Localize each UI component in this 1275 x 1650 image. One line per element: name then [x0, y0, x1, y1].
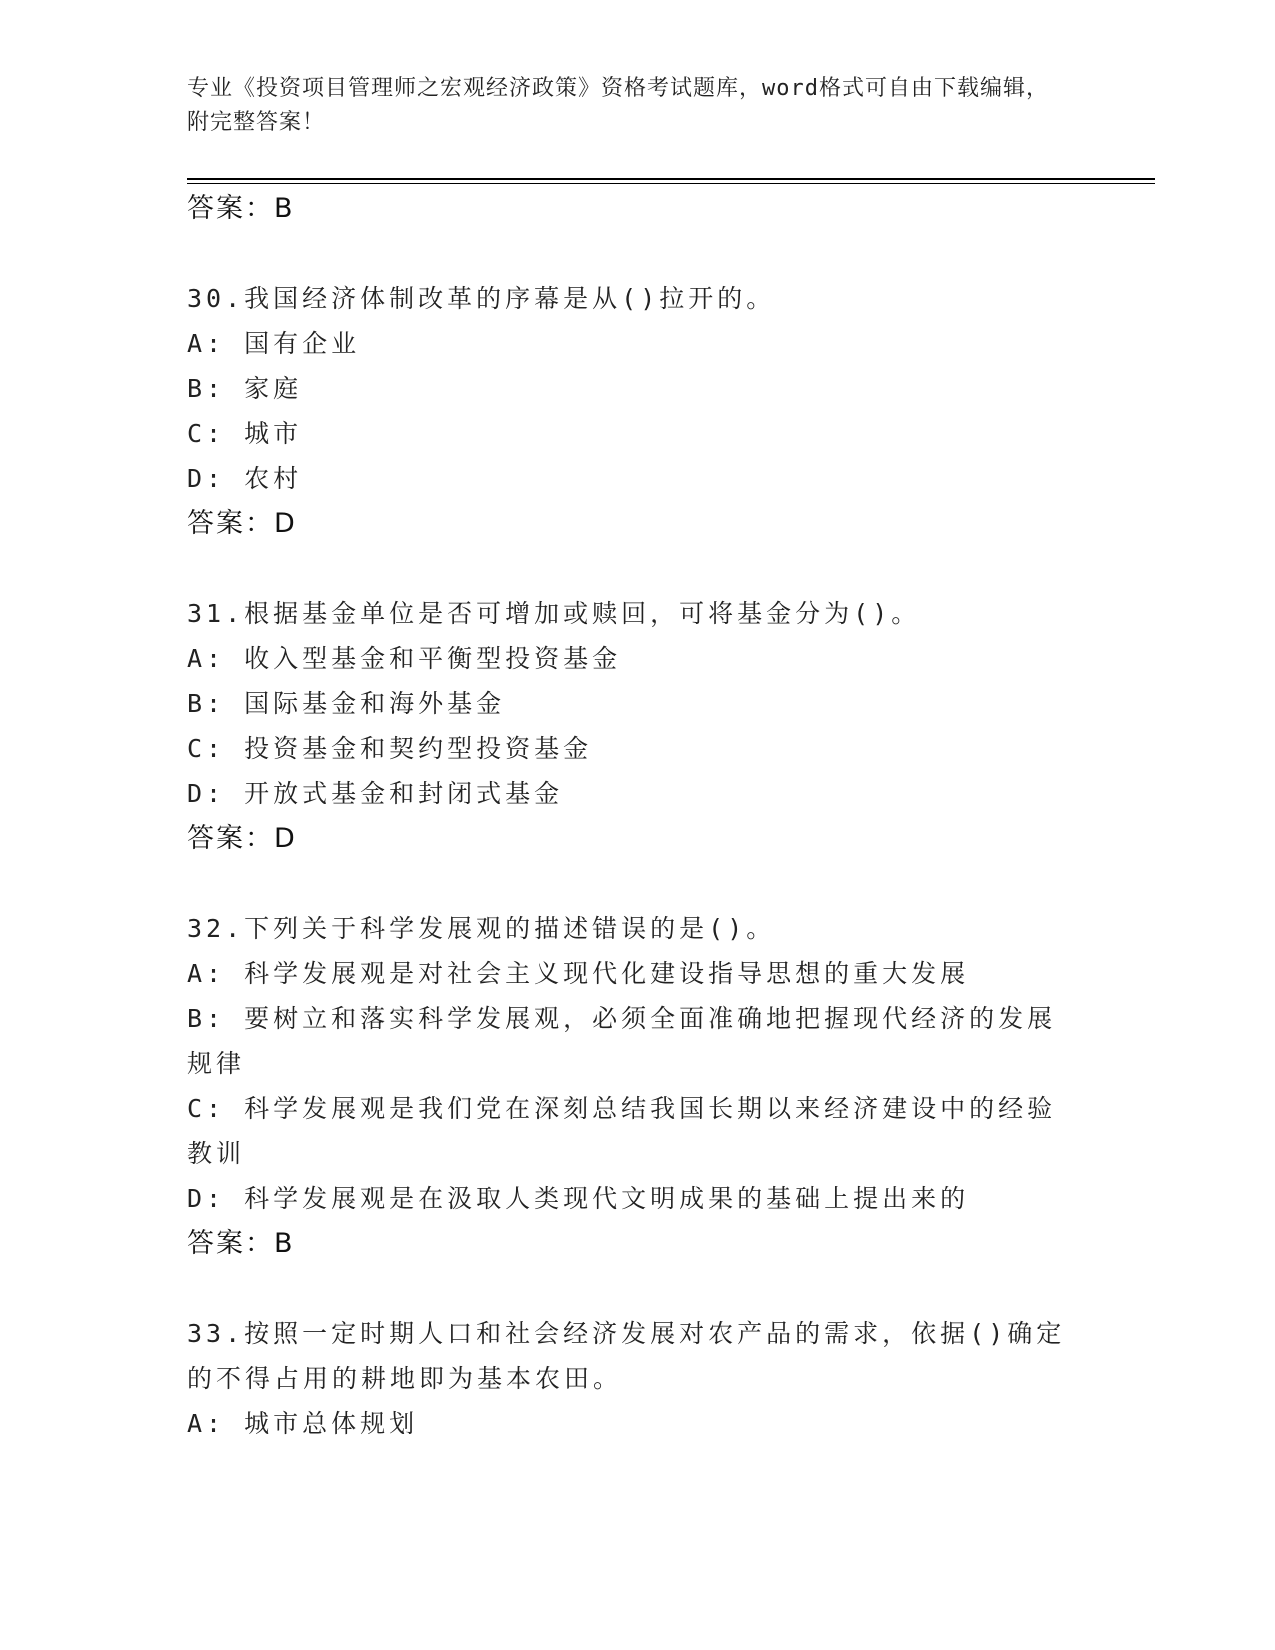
option-a: A: 国有企业: [187, 329, 361, 358]
option-d: D: 科学发展观是在汲取人类现代文明成果的基础上提出来的: [187, 1184, 970, 1213]
document-header: 专业《投资项目管理师之宏观经济政策》资格考试题库，word格式可自由下载编辑，附完整答案！: [187, 76, 1049, 135]
option-d: D: 开放式基金和封闭式基金: [187, 779, 564, 808]
option-b: B: 要树立和落实科学发展观，必须全面准确地把握现代经济的发展规律: [187, 1004, 1057, 1078]
option-a: A: 科学发展观是对社会主义现代化建设指导思想的重大发展: [187, 959, 970, 988]
option-c: C: 城市: [187, 419, 303, 448]
question-stem: 30.我国经济体制改革的序幕是从()拉开的。: [187, 284, 776, 313]
option-a: A: 城市总体规划: [187, 1409, 419, 1438]
option-c: C: 投资基金和契约型投资基金: [187, 734, 593, 763]
question-list: [187, 186, 1087, 1446]
header-divider-thin: [187, 183, 1155, 184]
answer: 答案：D: [187, 823, 297, 854]
spacer: [187, 231, 1087, 276]
answer: 答案：D: [187, 508, 297, 539]
question-30: [187, 276, 1087, 546]
question-31: [187, 591, 1087, 861]
option-b: B: 家庭: [187, 374, 303, 403]
spacer: [187, 546, 1087, 591]
question-32: [187, 906, 1087, 1266]
answer: 答案：B: [187, 1228, 295, 1259]
option-c: C: 科学发展观是我们党在深刻总结我国长期以来经济建设中的经验教训: [187, 1094, 1057, 1168]
header-divider-thick: [187, 178, 1155, 180]
spacer: [187, 861, 1087, 906]
question-stem: 33.按照一定时期人口和社会经济发展对农产品的需求，依据()确定的不得占用的耕地即为基本农田。: [187, 1319, 1066, 1393]
question-stem: 32.下列关于科学发展观的描述错误的是()。: [187, 914, 776, 943]
option-d: D: 农村: [187, 464, 303, 493]
spacer: [187, 1266, 1087, 1311]
question-33: [187, 1311, 1087, 1446]
option-b: B: 国际基金和海外基金: [187, 689, 506, 718]
question-stem: 31.根据基金单位是否可增加或赎回，可将基金分为()。: [187, 599, 921, 628]
option-a: A: 收入型基金和平衡型投资基金: [187, 644, 622, 673]
previous-answer: 答案：B: [187, 193, 295, 224]
